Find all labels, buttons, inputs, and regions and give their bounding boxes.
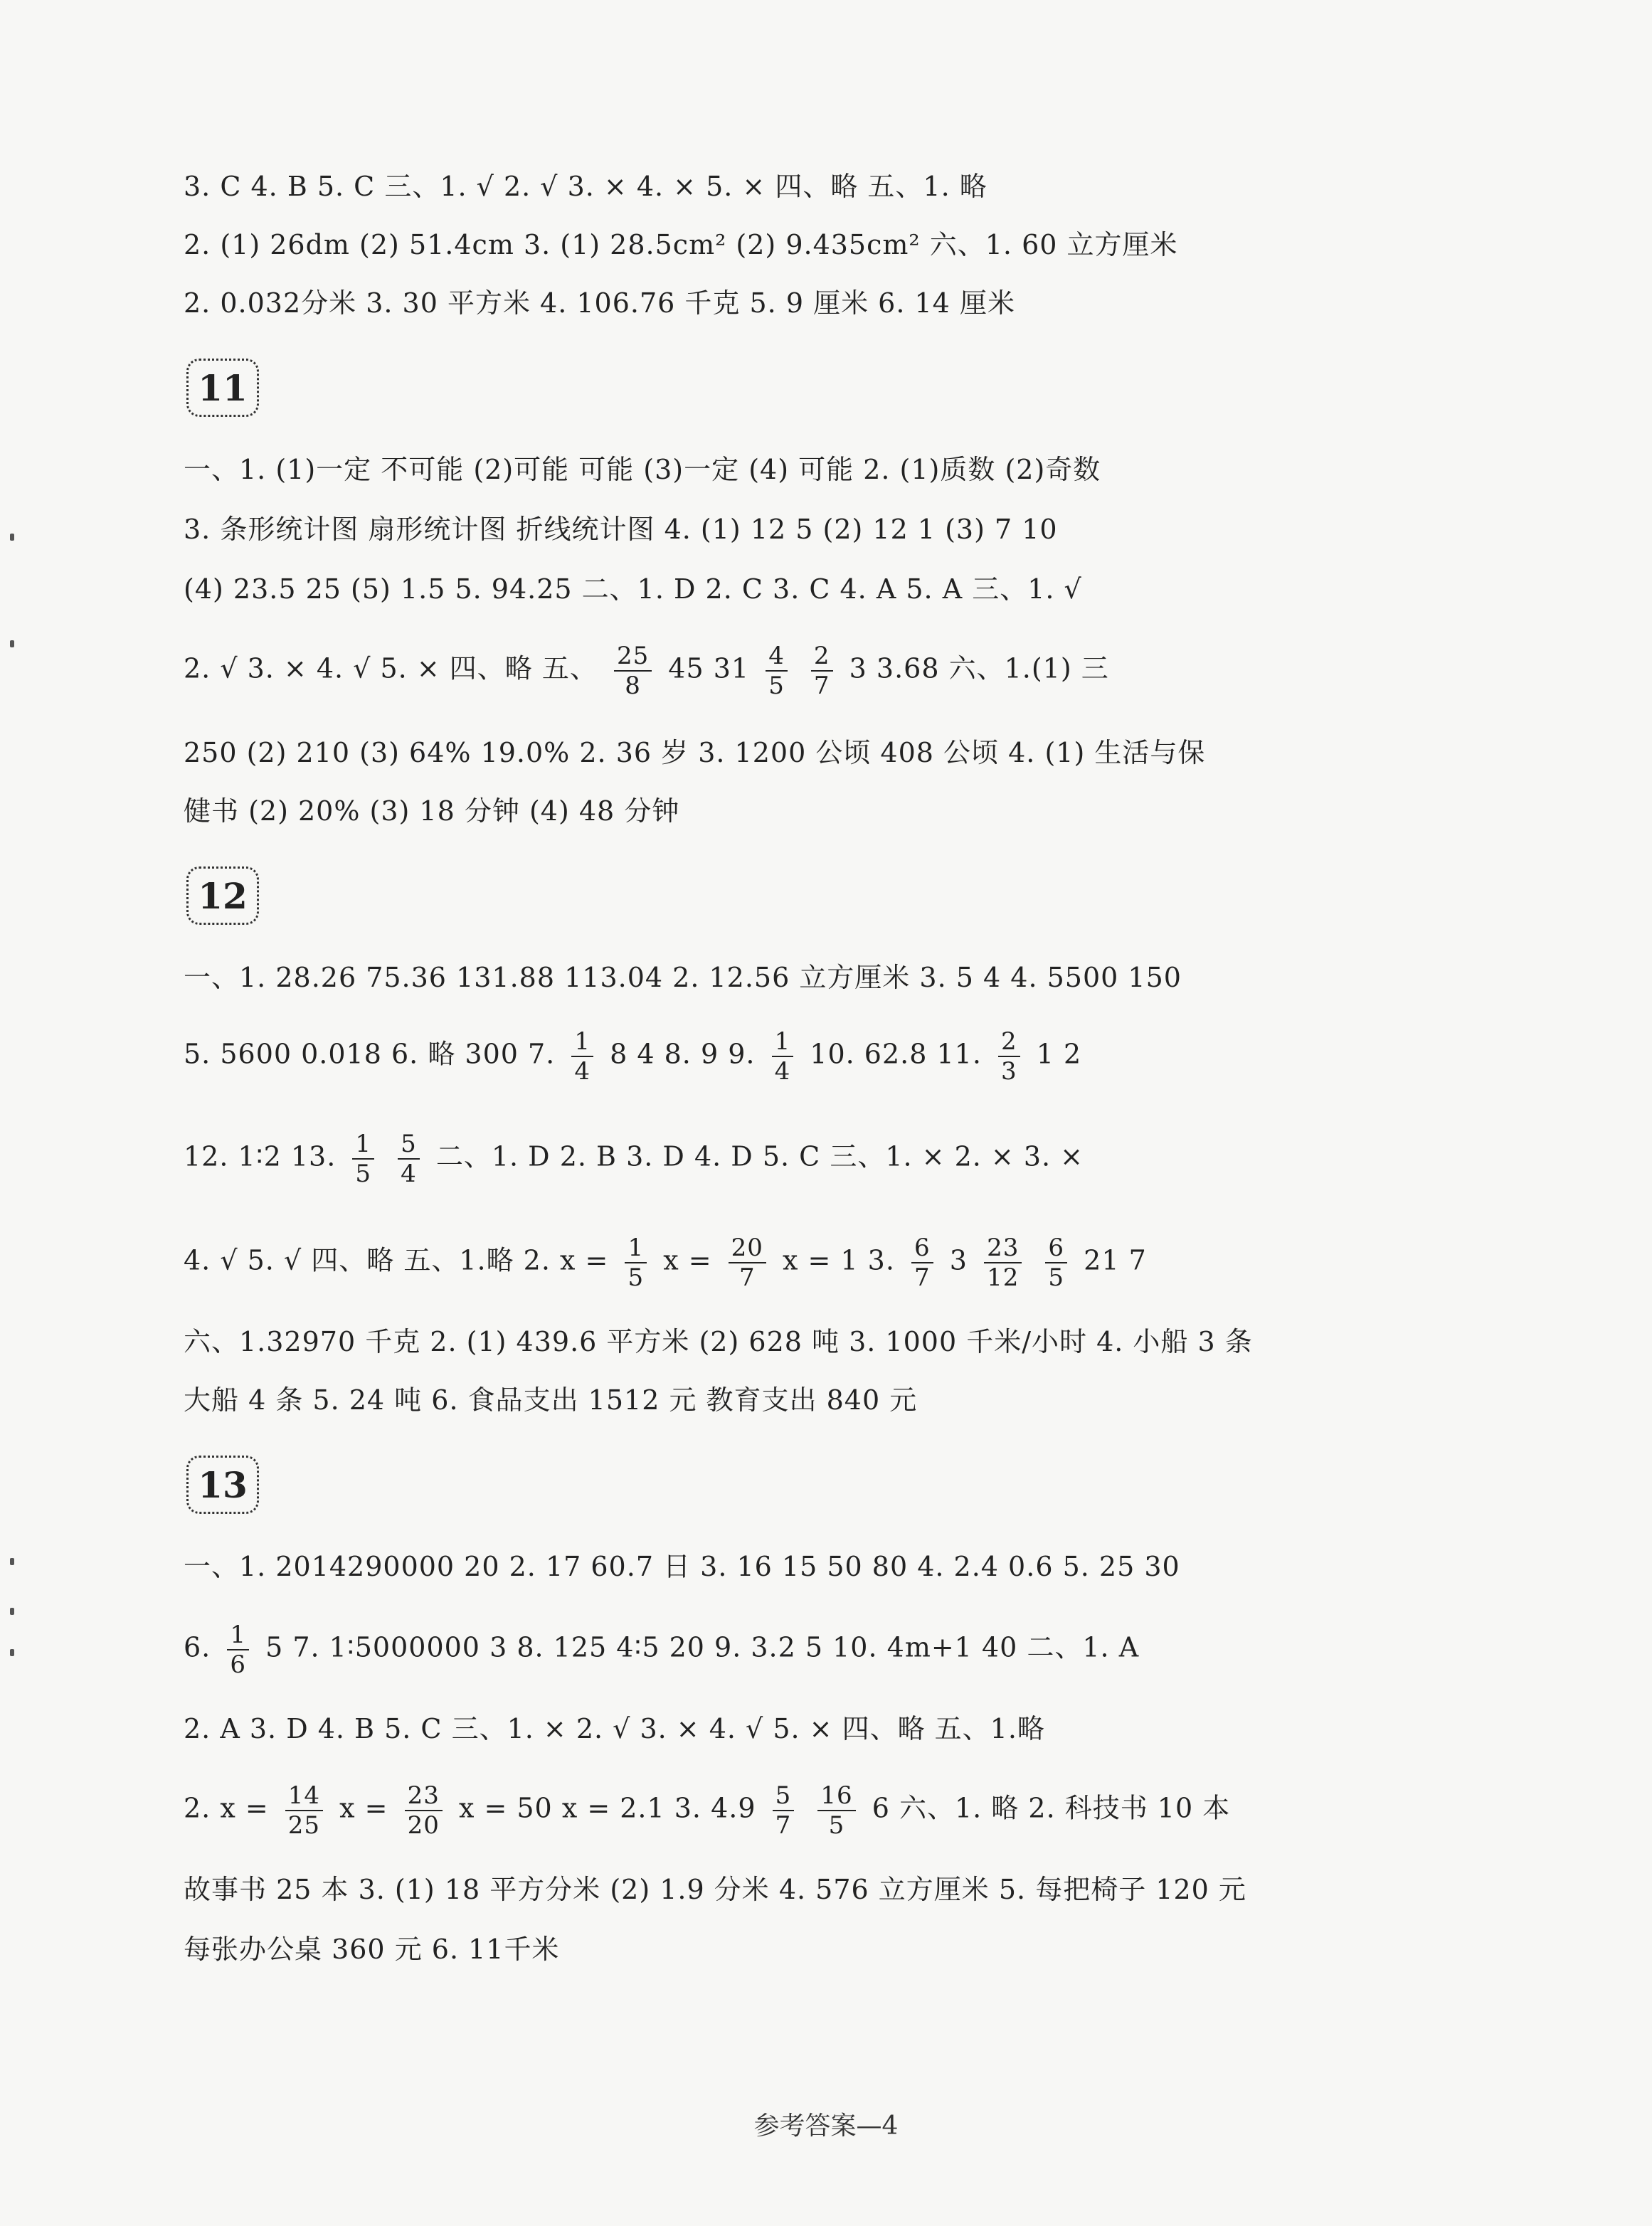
scan-speck xyxy=(10,1649,14,1656)
b11-l4-mid: 45 31 xyxy=(668,652,750,684)
scan-speck xyxy=(10,534,14,541)
numerator: 20 xyxy=(729,1234,766,1263)
numerator: 5 xyxy=(773,1781,795,1811)
b13-line-2 xyxy=(184,1621,1139,1679)
b11-line-6: 健书 (2) 20% (3) 18 分钟 (4) 48 分钟 xyxy=(184,795,680,827)
fraction xyxy=(227,1621,249,1679)
b12-l4-mid1: x = xyxy=(663,1244,712,1276)
fraction xyxy=(398,1130,420,1188)
numerator: 1 xyxy=(227,1621,249,1650)
numerator: 1 xyxy=(571,1027,593,1057)
fraction xyxy=(772,1027,794,1086)
b13-line-4 xyxy=(184,1781,1230,1840)
b11-line-5: 250 (2) 210 (3) 64% 19.0% 2. 36 岁 3. 1200 公顷 408 公顷 4. (1) 生活与保 xyxy=(184,737,1206,768)
numerator: 2 xyxy=(811,642,833,672)
b13-line-1: 一、1. 2014290000 20 2. 17 60.7 日 3. 16 15 50 80 4. 2.4 0.6 5. 25 30 xyxy=(184,1551,1180,1582)
denominator: 4 xyxy=(574,1057,591,1086)
fraction xyxy=(625,1234,647,1292)
b10-line-1: 3. C 4. B 5. C 三、1. √ 2. √ 3. × 4. × 5. × 四、略 五、1. 略 xyxy=(184,171,988,202)
fraction xyxy=(405,1781,443,1840)
b12-l2-post: 1 2 xyxy=(1036,1038,1082,1070)
fraction xyxy=(571,1027,593,1086)
fraction xyxy=(817,1781,855,1840)
section-badge-12: 12 xyxy=(186,866,259,925)
fraction xyxy=(911,1234,933,1292)
b11-line-3: (4) 23.5 25 (5) 1.5 5. 94.25 二、1. D 2. C 3. C 4. A 5. A 三、1. √ xyxy=(184,573,1082,605)
numerator: 6 xyxy=(1045,1234,1067,1263)
denominator: 6 xyxy=(230,1650,246,1679)
b13-l4-post: 6 六、1. 略 2. 科技书 10 本 xyxy=(872,1792,1231,1824)
denominator: 8 xyxy=(625,672,641,700)
denominator: 5 xyxy=(828,1811,845,1840)
scan-speck xyxy=(10,1608,14,1615)
fraction xyxy=(998,1027,1020,1086)
denominator: 7 xyxy=(775,1811,792,1840)
denominator: 25 xyxy=(287,1811,321,1840)
b11-l4-pre: 2. √ 3. × 4. √ 5. × 四、略 五、 xyxy=(184,652,598,684)
b12-l2-mid2: 10. 62.8 11. xyxy=(810,1038,982,1070)
numerator: 1 xyxy=(625,1234,647,1263)
denominator: 7 xyxy=(813,672,830,700)
fraction xyxy=(984,1234,1022,1292)
b13-l4-mid1: x = xyxy=(339,1792,388,1824)
numerator: 25 xyxy=(614,642,652,672)
fraction xyxy=(285,1781,323,1840)
b12-l3-post: 二、1. D 2. B 3. D 4. D 5. C 三、1. × 2. × 3. × xyxy=(435,1140,1084,1172)
section-badge-11: 11 xyxy=(186,359,259,417)
b10-line-3: 2. 0.032分米 3. 30 平方米 4. 106.76 千克 5. 9 厘米 6. 14 厘米 xyxy=(184,287,1015,319)
denominator: 5 xyxy=(355,1160,372,1188)
b13-l4-pre: 2. x = xyxy=(184,1792,269,1824)
b12-line-4 xyxy=(184,1234,1147,1292)
numerator: 2 xyxy=(998,1027,1020,1057)
denominator: 4 xyxy=(774,1057,791,1086)
b12-l4-pre: 4. √ 5. √ 四、略 五、1.略 2. x = xyxy=(184,1244,609,1276)
b12-line-5: 六、1.32970 千克 2. (1) 439.6 平方米 (2) 628 吨 3. 1000 千米/小时 4. 小船 3 条 xyxy=(184,1326,1253,1357)
b11-l4-post: 3 3.68 六、1.(1) 三 xyxy=(849,652,1109,684)
b13-line-3: 2. A 3. D 4. B 5. C 三、1. × 2. √ 3. × 4. √ 5. × 四、略 五、1.略 xyxy=(184,1713,1045,1744)
denominator: 20 xyxy=(407,1811,440,1840)
numerator: 4 xyxy=(766,642,788,672)
numerator: 23 xyxy=(984,1234,1022,1263)
b12-line-1: 一、1. 28.26 75.36 131.88 113.04 2. 12.56 立方厘米 3. 5 4 4. 5500 150 xyxy=(184,962,1182,993)
denominator: 3 xyxy=(1001,1057,1017,1086)
denominator: 4 xyxy=(401,1160,417,1188)
b12-line-6: 大船 4 条 5. 24 吨 6. 食品支出 1512 元 教育支出 840 元 xyxy=(184,1384,918,1416)
b12-line-3 xyxy=(184,1130,1084,1188)
b11-line-2: 3. 条形统计图 扇形统计图 折线统计图 4. (1) 12 5 (2) 12 1 (3) 7 10 xyxy=(184,514,1058,545)
scan-speck xyxy=(10,640,14,647)
b13-l2-pre: 6. xyxy=(184,1631,211,1663)
numerator: 6 xyxy=(911,1234,933,1263)
denominator: 7 xyxy=(914,1263,931,1292)
page-footer: 参考答案—4 xyxy=(753,2111,899,2141)
b13-line-5: 故事书 25 本 3. (1) 18 平方分米 (2) 1.9 分米 4. 576 立方厘米 5. 每把椅子 120 元 xyxy=(184,1874,1246,1905)
fraction xyxy=(811,642,833,700)
scan-speck xyxy=(10,1558,14,1565)
denominator: 5 xyxy=(1048,1263,1065,1292)
denominator: 7 xyxy=(738,1263,756,1292)
numerator: 14 xyxy=(285,1781,323,1811)
b13-line-6: 每张办公桌 360 元 6. 11千米 xyxy=(184,1934,560,1965)
fraction xyxy=(729,1234,766,1292)
fraction xyxy=(1045,1234,1067,1292)
section-badge-13: 13 xyxy=(186,1456,259,1514)
fraction xyxy=(614,642,652,700)
b12-l4-mid3: 3 xyxy=(949,1244,968,1276)
b12-l2-pre: 5. 5600 0.018 6. 略 300 7. xyxy=(184,1038,556,1070)
b12-l4-mid2: x = 1 3. xyxy=(783,1244,895,1276)
b12-l2-mid1: 8 4 8. 9 9. xyxy=(610,1038,756,1070)
b13-l2-post: 5 7. 1∶5000000 3 8. 125 4∶5 20 9. 3.2 5 10. 4m+1 40 二、1. A xyxy=(265,1631,1140,1663)
b11-line-4 xyxy=(184,642,1109,700)
numerator: 5 xyxy=(398,1130,420,1160)
b13-l4-mid2: x = 50 x = 2.1 3. 4.9 xyxy=(458,1792,756,1824)
b12-line-2 xyxy=(184,1027,1081,1086)
denominator: 12 xyxy=(987,1263,1020,1292)
numerator: 16 xyxy=(817,1781,855,1811)
b11-line-1: 一、1. (1)一定 不可能 (2)可能 可能 (3)一定 (4) 可能 2. (1)质数 (2)奇数 xyxy=(184,454,1101,485)
numerator: 1 xyxy=(352,1130,374,1160)
numerator: 1 xyxy=(772,1027,794,1057)
b12-l3-pre: 12. 1∶2 13. xyxy=(184,1140,337,1172)
denominator: 5 xyxy=(768,672,785,700)
numerator: 23 xyxy=(405,1781,443,1811)
fraction xyxy=(352,1130,374,1188)
b10-line-2: 2. (1) 26dm (2) 51.4cm 3. (1) 28.5cm² (2) 9.435cm² 六、1. 60 立方厘米 xyxy=(184,229,1178,260)
fraction xyxy=(766,642,788,700)
fraction xyxy=(773,1781,795,1840)
b12-l4-post: 21 7 xyxy=(1084,1244,1147,1276)
denominator: 5 xyxy=(628,1263,645,1292)
